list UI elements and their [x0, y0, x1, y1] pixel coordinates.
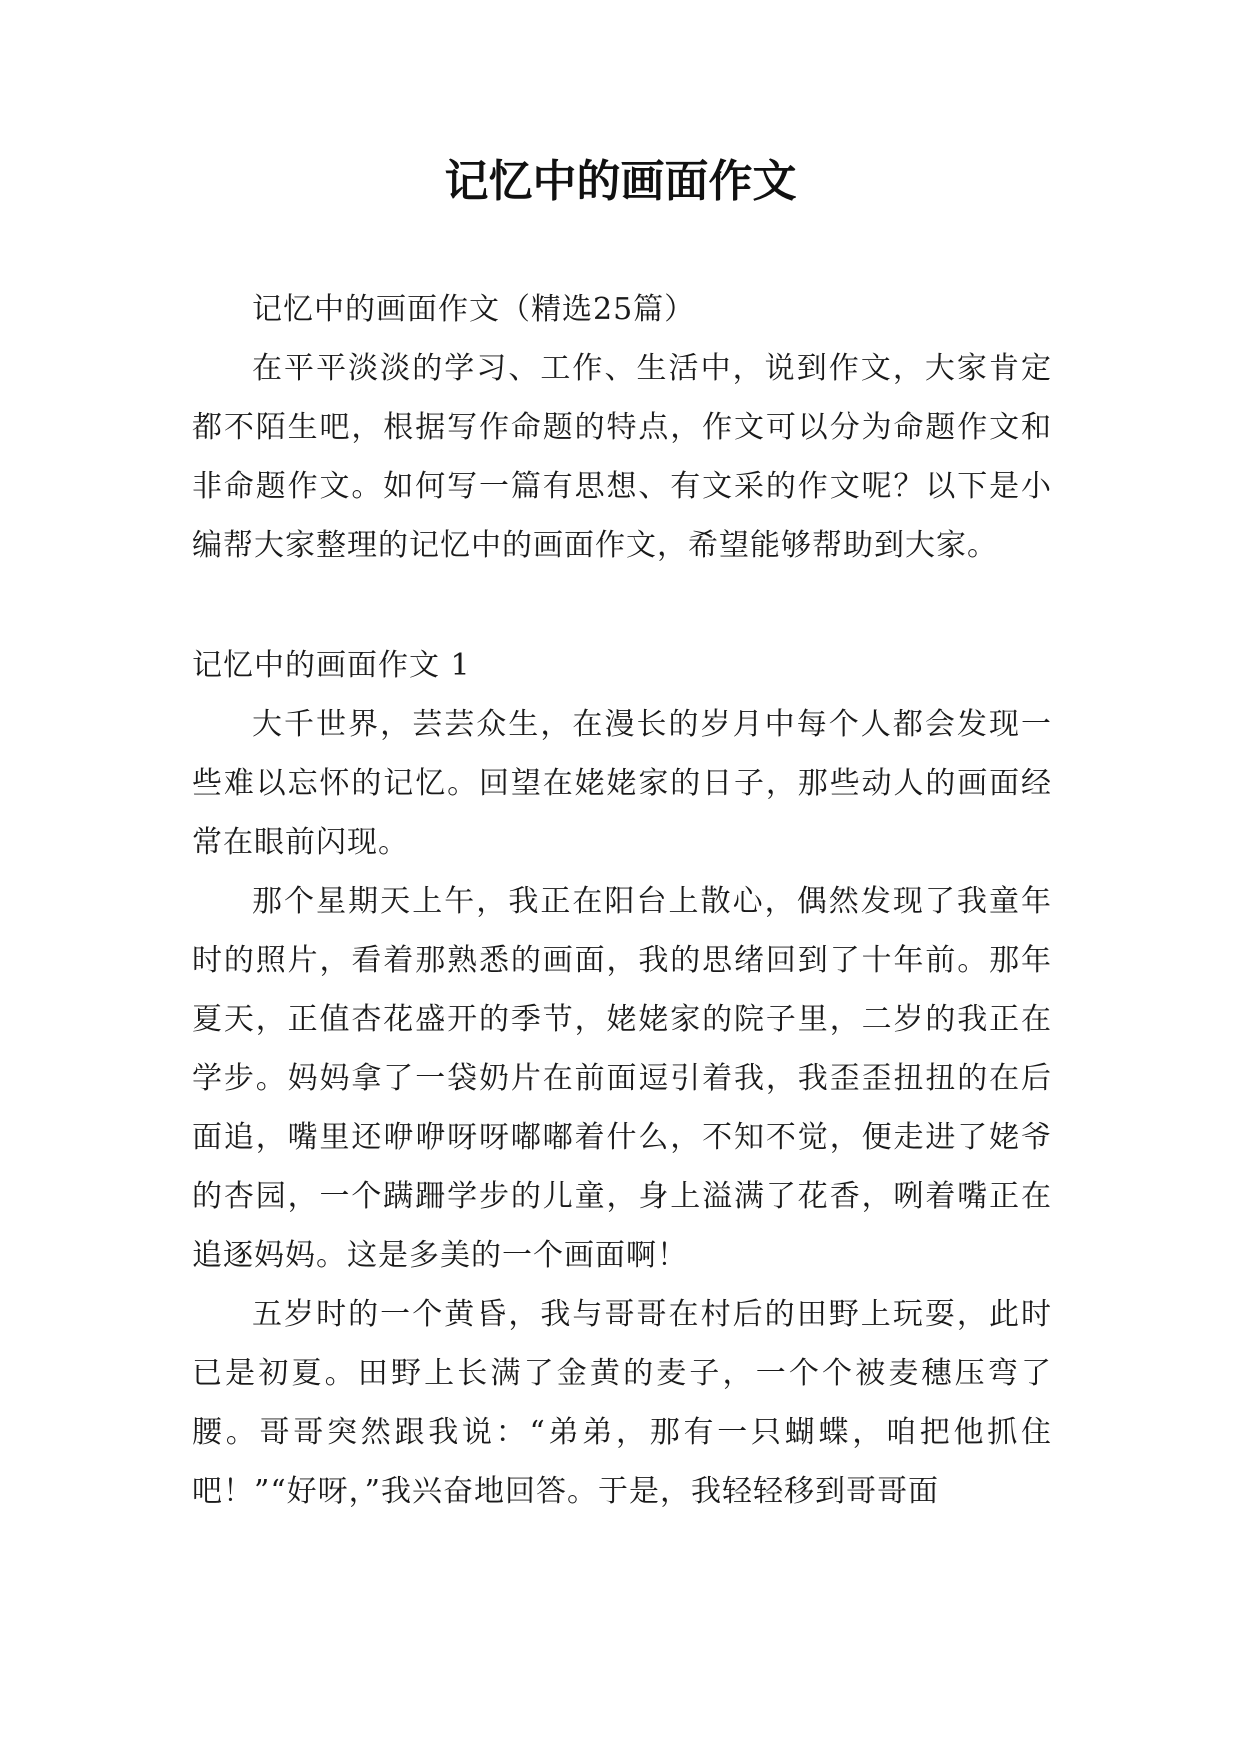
body-paragraph: 五岁时的一个黄昏，我与哥哥在村后的田野上玩耍，此时已是初夏。田野上长满了金黄的麦子，一个个被麦穗压弯了腰。哥哥突然跟我说：“弟弟，那有一只蝴蝶，咱把他抓住吧！”“好呀，”我兴奋地回答。于是，我轻轻移到哥哥面	[192, 1297, 1052, 1509]
intro-paragraph: 在平平淡淡的学习、工作、生活中，说到作文，大家肯定都不陌生吧，根据写作命题的特点，作文可以分为命题作文和非命题作文。如何写一篇有思想、有文采的作文呢？以下是小编帮大家整理的记忆中的画面作文，希望能够帮助到大家。	[192, 351, 1052, 563]
document-title: 记忆中的画面作文	[444, 156, 797, 207]
body-paragraph: 那个星期天上午，我正在阳台上散心，偶然发现了我童年时的照片，看着那熟悉的画面，我的思绪回到了十年前。那年夏天，正值杏花盛开的季节，姥姥家的院子里，二岁的我正在学步。妈妈拿了一袋奶片在前面逗引着我，我歪歪扭扭的在后面追，嘴里还咿咿呀呀嘟嘟着什么，不知不觉，便走进了姥爷的杏园，一个蹒跚学步的儿童，身上溢满了花香，咧着嘴正在追逐妈妈。这是多美的一个画面啊！	[192, 884, 1052, 1273]
section-gap	[192, 575, 1052, 636]
subtitle-line: 记忆中的画面作文（精选25篇）	[252, 292, 696, 327]
body-paragraph: 大千世界，芸芸众生，在漫长的岁月中每个人都会发现一些难以忘怀的记忆。回望在姥姥家的日子，那些动人的画面经常在眼前闪现。	[192, 707, 1052, 860]
document-body	[192, 280, 1052, 1521]
section-heading: 记忆中的画面作文 1	[192, 648, 471, 683]
